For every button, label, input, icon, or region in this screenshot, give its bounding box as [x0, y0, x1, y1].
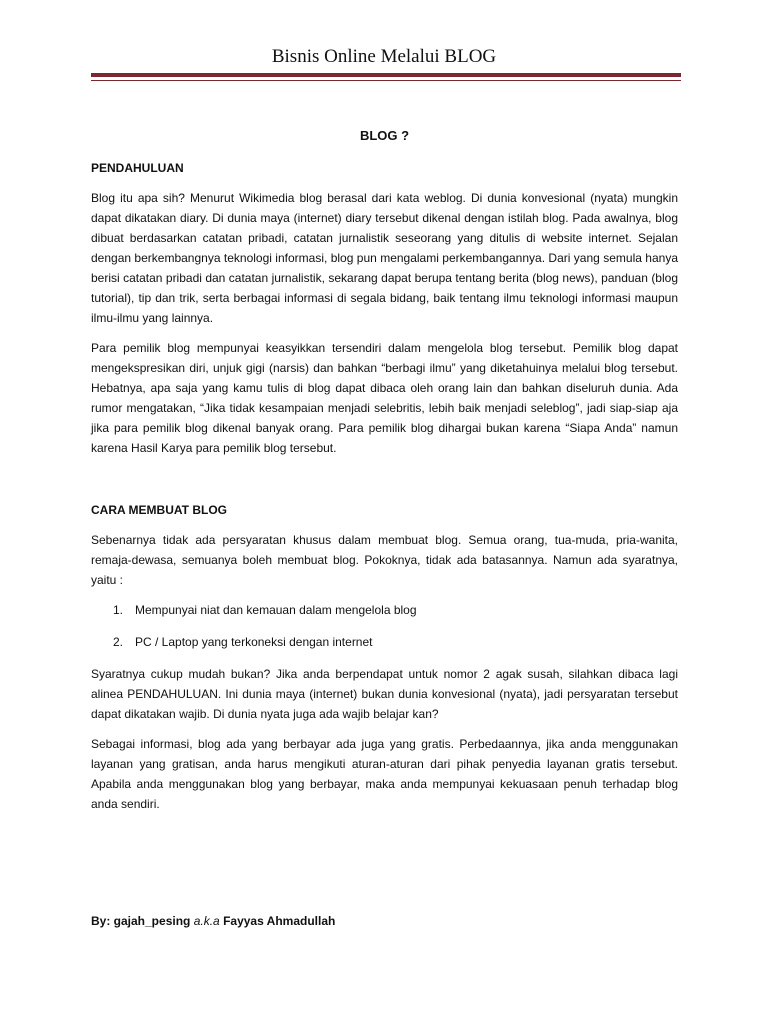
- section-heading-pendahuluan: PENDAHULUAN: [91, 161, 184, 175]
- list-item: [91, 632, 678, 652]
- paragraph: Syaratnya cukup mudah bukan? Jika anda berpendapat untuk nomor 2 agak susah, silahkan dibaca lagi alinea PENDAHULUAN. Ini dunia maya (internet) bukan dunia konvesional (nyata), jadi persyaratan tersebut dapat dikatakan wajib. Di dunia nyata juga ada wajib belajar kan?: [91, 667, 678, 721]
- byline-aka: a.k.a: [193, 914, 220, 928]
- paragraph: Sebenarnya tidak ada persyaratan khusus dalam membuat blog. Semua orang, tua-muda, pria-wanita, remaja-dewasa, semuanya boleh membuat blog. Pokoknya, tidak ada batasannya. Namun ada syaratnya, yaitu :: [91, 533, 678, 587]
- header-rule-thick: [91, 73, 681, 77]
- paragraph: Para pemilik blog mempunyai keasyikkan tersendiri dalam mengelola blog tersebut. Pemilik blog dapat mengekspresikan diri, unjuk gigi (narsis) dan bahkan “berbagi ilmu” yang diketahuinya melalui blog tersebut. Hebatnya, apa saja yang kamu tulis di blog dapat dibaca oleh orang lain dan bahkan diseluruh dunia. Ada rumor mengatakan, “Jika tidak kesampaian menjadi selebritis, lebih baik menjadi seleblog”, jadi siap-siap aja jika para pemilik blog dikenal banyak orang. Para pemilik blog dihargai bukan karena “Siapa Anda” namun karena Hasil Karya para pemilik blog tersebut.: [91, 341, 678, 455]
- section-spacer: [91, 468, 678, 500]
- byline-prefix: By: gajah_pesing: [91, 914, 191, 928]
- section-heading-cara-membuat-blog: CARA MEMBUAT BLOG: [91, 503, 227, 517]
- list-item-number: 2.: [113, 635, 124, 649]
- author-byline: [91, 914, 335, 928]
- header-rule-thin: [91, 80, 681, 81]
- document-title: BLOG ?: [359, 128, 410, 143]
- paragraph: Sebagai informasi, blog ada yang berbayar ada juga yang gratis. Perbedaannya, jika anda menggunakan layanan yang gratisan, anda harus mengikuti aturan-aturan dari pihak penyedia layanan gratis tersebut. Apabila anda menggunakan blog yang berbayar, maka anda mempunyai kekuasaan penuh terhadap blog anda sendiri.: [91, 737, 678, 811]
- list-item-text: PC / Laptop yang terkoneksi dengan internet: [135, 635, 373, 649]
- page-header-title: Bisnis Online Melalui BLOG: [271, 46, 497, 67]
- list-item-number: 1.: [113, 603, 124, 617]
- document-body: [91, 126, 678, 824]
- list-item-text: Mempunyai niat dan kemauan dalam mengelola blog: [135, 603, 417, 617]
- paragraph: Blog itu apa sih? Menurut Wikimedia blog berasal dari kata weblog. Di dunia konvesional (nyata) mungkin dapat dikatakan diary. Di dunia maya (internet) diary tersebut dikenal dengan istilah blog. Pada awalnya, blog dibuat berdasarkan catatan pribadi, catatan jurnalistik seseorang yang ditulis di website internet. Sejalan dengan berkembangnya teknologi informasi, blog pun mengalami perkembangannya. Dari yang semula hanya berisi catatan pribadi dan catatan jurnalistik, sekarang dapat berupa tentang berita (blog news), panduan (blog tutorial), tip dan trik, serta berbagai informasi di segala bidang, baik tentang ilmu teknologi informasi maupun ilmu-ilmu yang lainnya.: [91, 191, 678, 325]
- requirements-list: [91, 600, 678, 652]
- list-item: [91, 600, 678, 620]
- byline-author-name: Fayyas Ahmadullah: [223, 914, 336, 928]
